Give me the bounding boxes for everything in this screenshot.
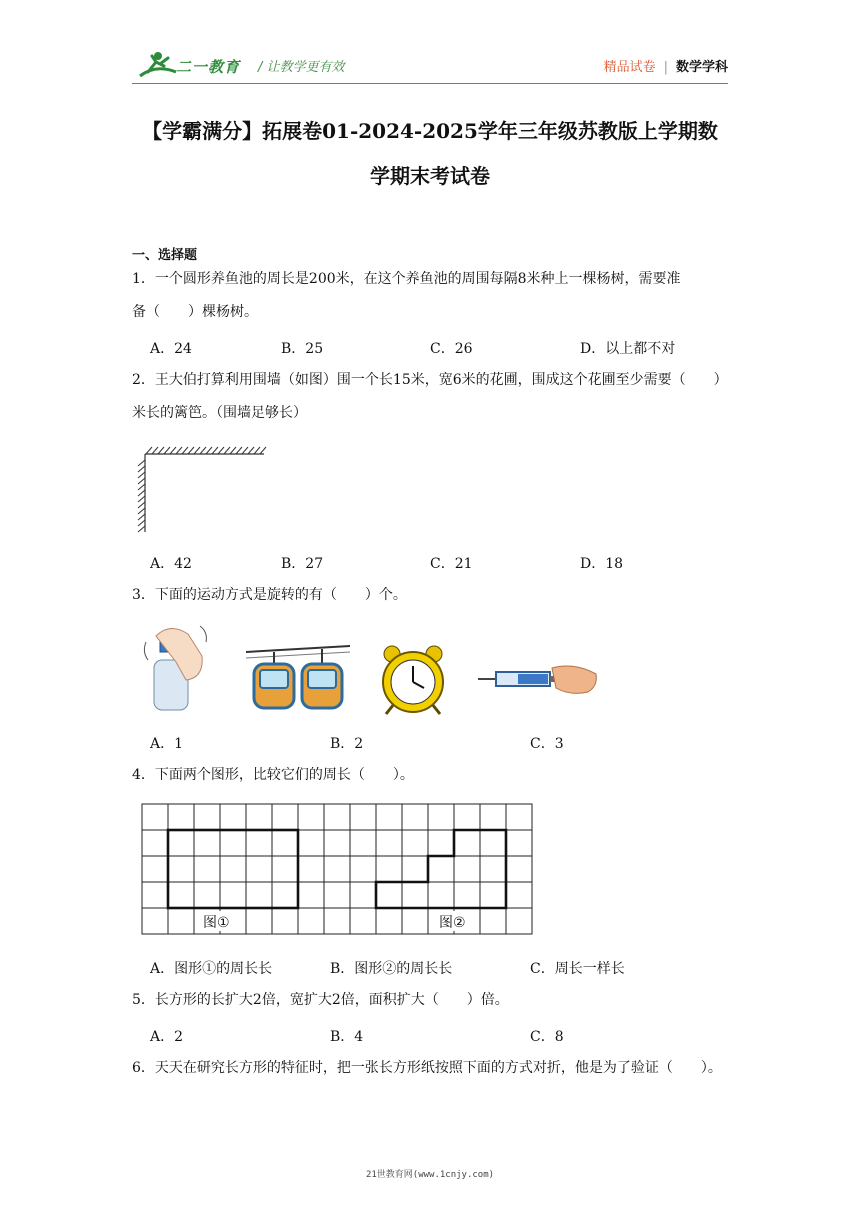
header-separator: | (663, 60, 668, 75)
question-3-option-a: A．1 (150, 736, 184, 752)
header-label-subject: 数学学科 (675, 60, 728, 75)
header-divider (132, 83, 728, 84)
bottle-cap-twist-icon (140, 622, 212, 712)
question-1-option-b: B．25 (281, 341, 324, 357)
slogan: / 让教学更有效 (258, 60, 345, 75)
question-2-option-d: D．18 (580, 556, 624, 572)
question-4-option-a: A．图形①的周长长 (150, 961, 273, 977)
question-2-option-b: B．27 (281, 556, 324, 572)
header-right (604, 56, 728, 75)
question-2-line-2: 米长的篱笆。（围墙足够长） (132, 405, 307, 421)
figure-label-2: 图② (439, 915, 466, 931)
question-1-option-a: A．24 (150, 341, 192, 357)
question-1-option-c: C．26 (430, 341, 473, 357)
question-4-option-b: B．图形②的周长长 (330, 961, 453, 977)
section-title: 一、选择题 (132, 248, 198, 263)
perimeter-grid-figure (141, 803, 533, 935)
page-title-line-2: 学期末考试卷 (370, 164, 490, 188)
question-5-option-b: B．4 (330, 1029, 364, 1045)
question-3-option-c: C．3 (530, 736, 564, 752)
question-1-line-1: 1．一个圆形养鱼池的周长是200米，在这个养鱼池的周围每隔8米种上一棵杨树，需要准 (132, 271, 681, 287)
question-5-option-a: A．2 (150, 1029, 184, 1045)
question-5-option-c: C．8 (530, 1029, 564, 1045)
page-footer: 21世教育网(www.1cnjy.com) (365, 1170, 495, 1180)
question-1-option-d: D．以上都不对 (580, 341, 676, 357)
question-2-option-c: C．21 (430, 556, 473, 572)
logo-text: 二一教育 (176, 58, 241, 76)
cable-car-icon (246, 640, 350, 712)
question-4-option-c: C．周长一样长 (530, 961, 625, 977)
question-3-option-b: B．2 (330, 736, 364, 752)
question-2-line-1: 2．王大伯打算利用围墙（如图）围一个长15米，宽6米的花圃，围成这个花圃至少需要（ ） (132, 372, 728, 388)
question-3-line-1: 3．下面的运动方式是旋转的有（ ）个。 (132, 587, 407, 603)
question-1-line-2: 备（ ）棵杨树。 (132, 304, 258, 320)
question-2-option-a: A．42 (150, 556, 192, 572)
question-4-line-1: 4．下面两个图形，比较它们的周长（ ）。 (132, 767, 414, 783)
question-6-line-1: 6．天天在研究长方形的特征时，把一张长方形纸按照下面的方式对折，他是为了验证（ ）。 (132, 1060, 722, 1076)
question-5-line-1: 5．长方形的长扩大2倍，宽扩大2倍，面积扩大（ ）倍。 (132, 992, 509, 1008)
alarm-clock-icon (378, 644, 448, 716)
header-label-premium: 精品试卷 (603, 60, 656, 75)
syringe-push-icon (478, 660, 600, 700)
page-title-line-1: 【学霸满分】拓展卷01-2024-2025学年三年级苏教版上学期数 (142, 119, 718, 143)
figure-label-1: 图① (203, 915, 230, 931)
wall-corner-figure (132, 444, 268, 536)
